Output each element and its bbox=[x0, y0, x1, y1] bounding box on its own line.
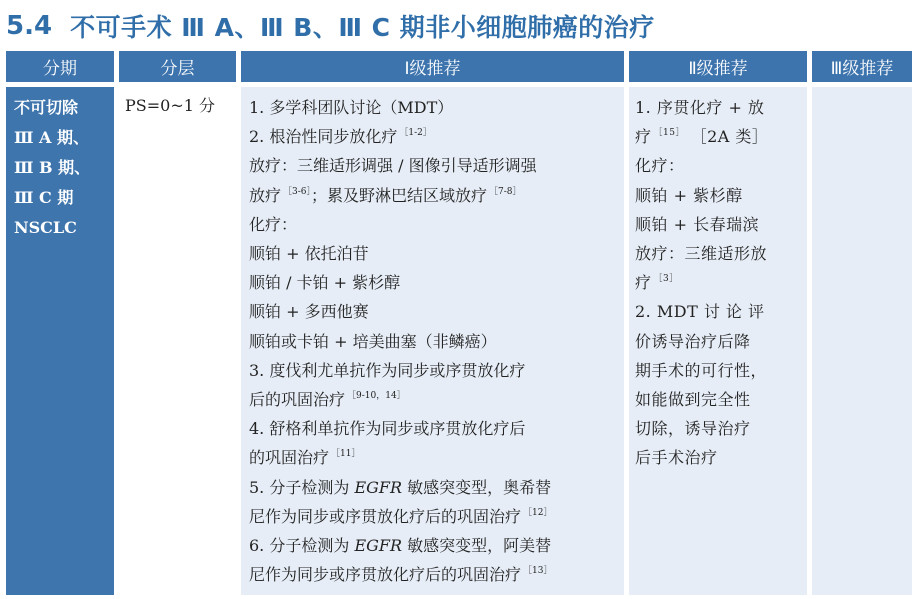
text-line: 放疗：三维适形放 bbox=[635, 244, 768, 264]
text-line: 化疗： bbox=[635, 156, 685, 176]
citation: ［12］ bbox=[523, 507, 553, 518]
text-line: 切除，诱导治疗 bbox=[635, 419, 751, 439]
text-line: 如能做到完全性 bbox=[635, 390, 751, 410]
evidence-category: ［2A 类］ bbox=[690, 127, 769, 147]
header-level-3: Ⅲ级推荐 bbox=[812, 51, 912, 82]
section-title: 不可手术 Ⅲ A、Ⅲ B、Ⅲ C 期非小细胞肺癌的治疗 bbox=[70, 13, 655, 42]
stage-cell bbox=[6, 87, 114, 595]
text-line: 顺铂 / 卡铂 + 紫杉醇 bbox=[249, 273, 401, 293]
text-line bbox=[249, 531, 616, 560]
text-line: 期手术的可行性， bbox=[635, 360, 768, 380]
text-line: 顺铂 + 依托泊苷 bbox=[249, 244, 369, 264]
text-line bbox=[249, 502, 616, 531]
stage-line: Ⅲ B 期、 bbox=[14, 158, 91, 177]
text: 的巩固治疗 bbox=[249, 448, 330, 468]
header-stratification: 分层 bbox=[119, 51, 236, 82]
header-level-1: Ⅰ级推荐 bbox=[241, 51, 624, 82]
text: 6. 分子检测为 bbox=[249, 536, 355, 556]
text-line bbox=[635, 122, 801, 151]
text: 敏感突变型，阿美替 bbox=[402, 536, 552, 556]
text-line bbox=[249, 473, 616, 502]
stage-line: Ⅲ C 期 bbox=[14, 188, 74, 207]
citation: ［3-6］ bbox=[283, 186, 312, 197]
text-line: 顺铂 + 紫杉醇 bbox=[635, 185, 743, 205]
text: 尼作为同步或序贯放化疗后的巩固治疗 bbox=[249, 506, 522, 526]
text-line: 1. 多学科团队讨论（MDT） bbox=[249, 98, 454, 117]
gene-name: EGFR bbox=[354, 536, 403, 556]
text-line: 放疗：三维适形调强 / 图像引导适形调强 bbox=[249, 156, 537, 176]
text-line: 顺铂 + 长春瑞滨 bbox=[635, 214, 760, 234]
text-line: 2. MDT 讨 论 评 bbox=[635, 302, 765, 322]
citation: ［1-2］ bbox=[399, 128, 432, 139]
section-heading bbox=[6, 6, 911, 46]
text-line bbox=[249, 443, 616, 472]
header-stage: 分期 bbox=[6, 51, 114, 82]
text-line: 价诱导治疗后降 bbox=[635, 331, 751, 351]
text: 5. 分子检测为 bbox=[249, 477, 355, 497]
text: 放疗 bbox=[249, 185, 282, 205]
citation: ［7-8］ bbox=[489, 186, 522, 197]
text-line: 1. 序贯化疗 + 放 bbox=[635, 98, 765, 117]
text-line: 顺铂或卡铂 + 培美曲塞（非鳞癌） bbox=[249, 331, 497, 351]
text-line: 后手术治疗 bbox=[635, 448, 718, 468]
text-line bbox=[249, 181, 616, 210]
section-number: 5.4 bbox=[6, 11, 53, 41]
level-3-cell bbox=[812, 87, 912, 595]
citation: ［9-10，14］ bbox=[347, 391, 406, 402]
gene-name: EGFR bbox=[354, 477, 403, 497]
text: 疗 bbox=[635, 127, 652, 147]
stage-line: NSCLC bbox=[14, 218, 77, 237]
citation: ［13］ bbox=[523, 566, 553, 577]
text-line bbox=[249, 560, 616, 589]
text: 2. 根治性同步放化疗 bbox=[249, 127, 398, 147]
citation: ［11］ bbox=[331, 449, 361, 460]
level-2-cell bbox=[629, 87, 807, 595]
text: 后的巩固治疗 bbox=[249, 390, 346, 410]
text-line: 顺铂 + 多西他赛 bbox=[249, 302, 369, 322]
text: 敏感突变型，奥希替 bbox=[402, 477, 552, 497]
stage-line: Ⅲ A 期、 bbox=[14, 128, 90, 147]
text: 尼作为同步或序贯放化疗后的巩固治疗 bbox=[249, 565, 522, 585]
text-line: 3. 度伐利尤单抗作为同步或序贯放化疗 bbox=[249, 360, 526, 380]
stage-line: 不可切除 bbox=[14, 98, 79, 117]
text-line: 化疗： bbox=[249, 214, 298, 234]
text: 疗 bbox=[635, 273, 652, 293]
citation: ［3］ bbox=[653, 274, 679, 285]
stratification-cell bbox=[119, 87, 236, 595]
text: ；累及野淋巴结区域放疗 bbox=[311, 185, 488, 205]
citation: ［15］ bbox=[653, 128, 685, 139]
text-line bbox=[249, 122, 616, 151]
text-line: 4. 舒格利单抗作为同步或序贯放化疗后 bbox=[249, 419, 526, 439]
header-level-2: Ⅱ级推荐 bbox=[629, 51, 807, 82]
level-1-cell bbox=[241, 87, 624, 595]
text-line bbox=[635, 268, 801, 297]
text-line bbox=[249, 385, 616, 414]
stratification-text: PS=0~1 分 bbox=[125, 96, 215, 115]
